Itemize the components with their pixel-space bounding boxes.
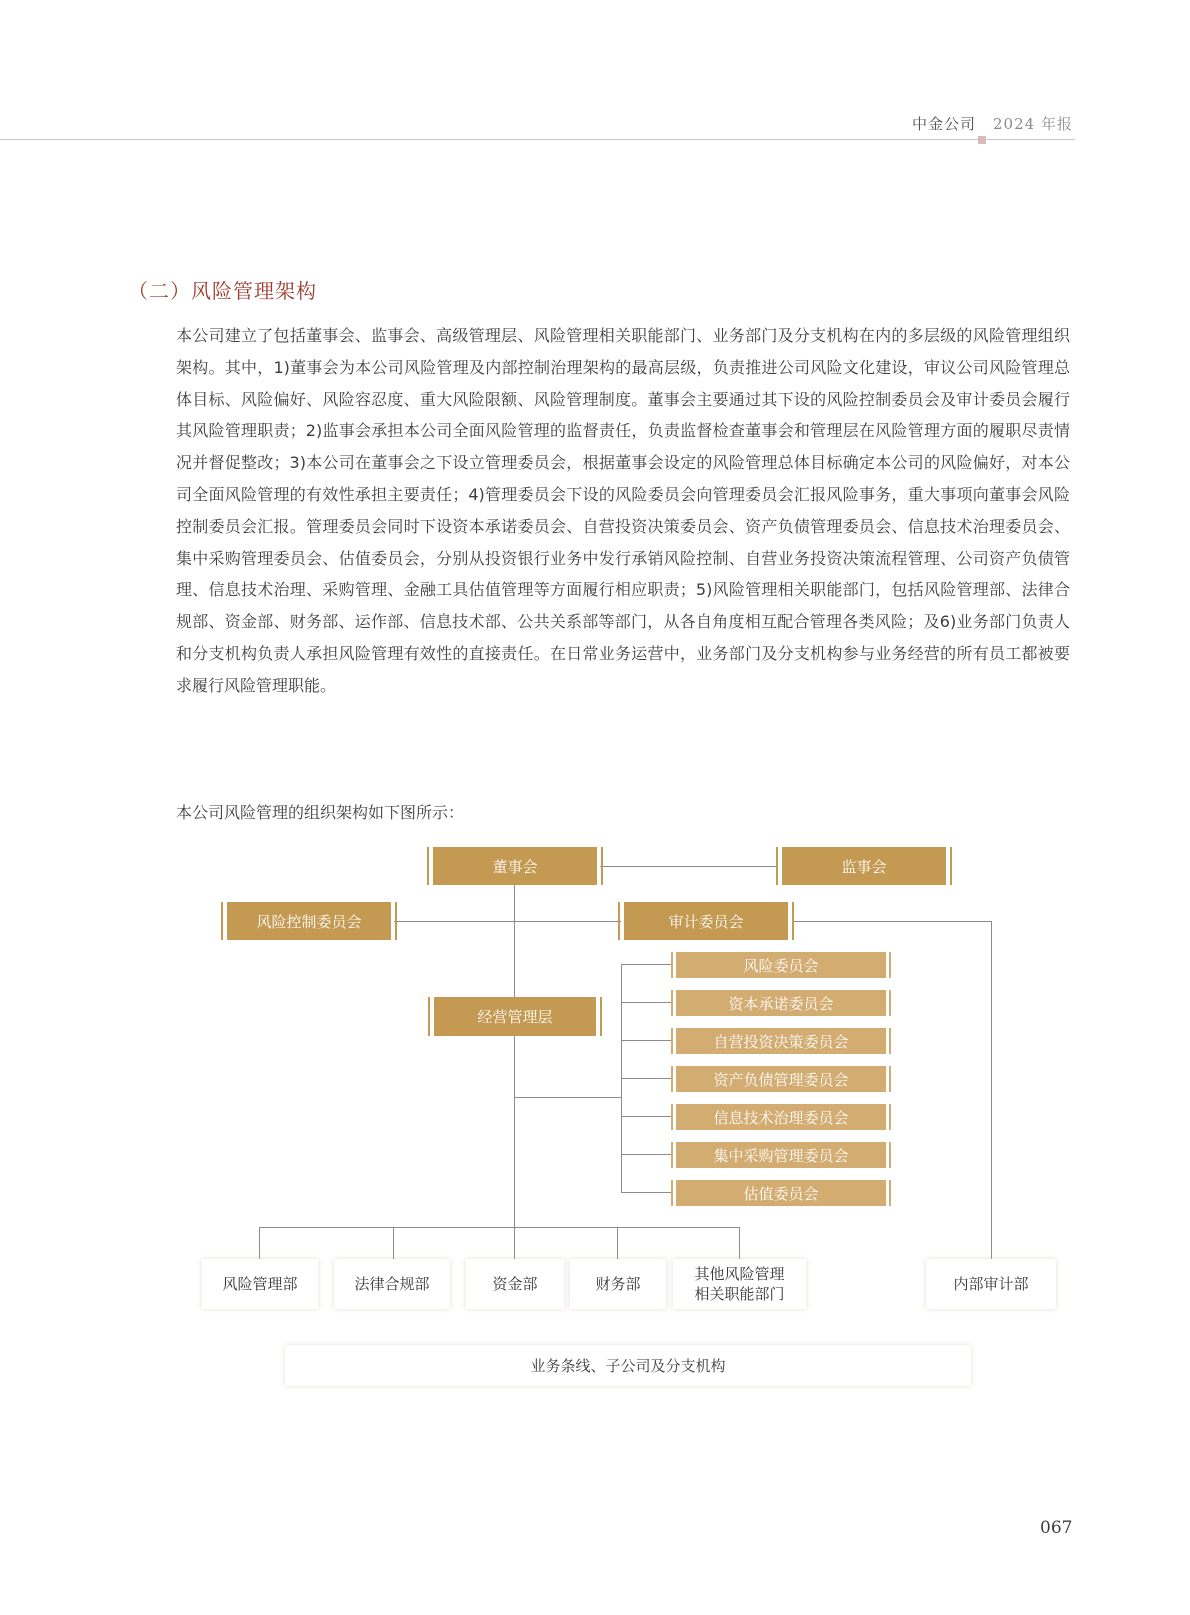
connector-committee-1	[621, 964, 671, 965]
committee-procurement-box: 集中采购管理委员会	[676, 1142, 886, 1168]
page-number: 067	[1040, 1518, 1073, 1538]
dept-finance-box: 财务部	[570, 1259, 666, 1309]
dept-treasury-box: 资金部	[466, 1259, 564, 1309]
connector-dept-2	[393, 1227, 394, 1259]
risk-control-committee-box: 风险控制委员会	[227, 902, 391, 940]
connector-committee-6	[621, 1154, 671, 1155]
dept-legal-compliance-box: 法律合规部	[334, 1259, 450, 1309]
section-title: （二）风险管理架构	[128, 279, 317, 303]
connector-dept-5	[739, 1227, 740, 1259]
committee-alm-box: 资产负债管理委员会	[676, 1066, 886, 1092]
committee-investment-box: 自营投资决策委员会	[676, 1028, 886, 1054]
connector-audit-down	[991, 921, 992, 1259]
connector-board-supervisory	[600, 866, 778, 867]
connector-committee-3	[621, 1040, 671, 1041]
committee-it-box: 信息技术治理委员会	[676, 1104, 886, 1130]
dept-risk-management-box: 风险管理部	[202, 1259, 318, 1309]
committee-valuation-box: 估值委员会	[676, 1180, 886, 1206]
connector-dept-4	[617, 1227, 618, 1259]
audit-committee-box: 审计委员会	[624, 902, 788, 940]
connector-committee-row	[394, 921, 621, 922]
committee-risk-box: 风险委员会	[676, 952, 886, 978]
connector-committee-7	[621, 1192, 671, 1193]
body-paragraph: 本公司建立了包括董事会、监事会、高级管理层、风险管理相关职能部门、业务部门及分支机构在内的多层级的风险管理组织架构。其中，1)董事会为本公司风险管理及内部控制治理架构的最高层级，负责推进公司风险文化建设，审议公司风险管理总体目标、风险偏好、风险容忍度、重大风险限额、风险管理制度。董事会主要通过其下设的风险控制委员会及审计委员会履行其风险管理职责；2)监事会承担本公司全面风险管理的监督责任，负责监督检查董事会和管理层在风险管理方面的履职尽责情况并督促整改；3)本公司在董事会之下设立管理委员会，根据董事会设定的风险管理总体目标确定本公司的风险偏好，对本公司全面风险管理的有效性承担主要责任；4)管理委员会下设的风险委员会向管理委员会汇报风险事务，重大事项向董事会风险控制委员会汇报。管理委员会同时下设资本承诺委员会、自营投资决策委员会、资产负债管理委员会、信息技术治理委员会、集中采购管理委员会、估值委员会，分别从投资银行业务中发行承销风险控制、自营业务投资决策流程管理、公司资产负债管理、信息技术治理、采购管理、金融工具估值管理等方面履行相应职责；5)风险管理相关职能部门，包括风险管理部、法律合规部、资金部、财务部、运作部、信息技术部、公共关系部等部门，从各自角度相互配合管理各类风险；及6)业务部门负责人和分支机构负责人承担风险管理有效性的直接责任。在日常业务运营中，业务部门及分支机构参与业务经营的所有员工都被要求履行风险管理职能。	[176, 326, 1070, 695]
connector-dept-3	[514, 1227, 515, 1259]
connector-management-committees	[514, 1097, 621, 1098]
connector-departments-row	[259, 1227, 740, 1228]
connector-committee-5	[621, 1116, 671, 1117]
dept-other-line2: 相关职能部门	[694, 1285, 785, 1303]
header-year: 2024 年报	[993, 115, 1073, 133]
connector-dept-1	[259, 1227, 260, 1259]
board-box: 董事会	[433, 847, 597, 885]
connector-committee-2	[621, 1002, 671, 1003]
committee-capital-box: 资本承诺委员会	[676, 990, 886, 1016]
dept-other-line1: 其他风险管理	[694, 1265, 785, 1283]
dept-other-functions-box	[673, 1259, 806, 1309]
supervisory-board-box: 监事会	[782, 847, 946, 885]
connector-board-trunk	[514, 885, 515, 1228]
dept-internal-audit-box: 内部审计部	[926, 1259, 1056, 1309]
chart-intro: 本公司风险管理的组织架构如下图所示：	[176, 803, 465, 822]
management-box: 经营管理层	[434, 997, 596, 1036]
connector-committee-4	[621, 1078, 671, 1079]
header-company: 中金公司	[912, 115, 977, 133]
business-lines-box: 业务条线、子公司及分支机构	[285, 1345, 971, 1386]
connector-audit-right	[792, 921, 992, 922]
